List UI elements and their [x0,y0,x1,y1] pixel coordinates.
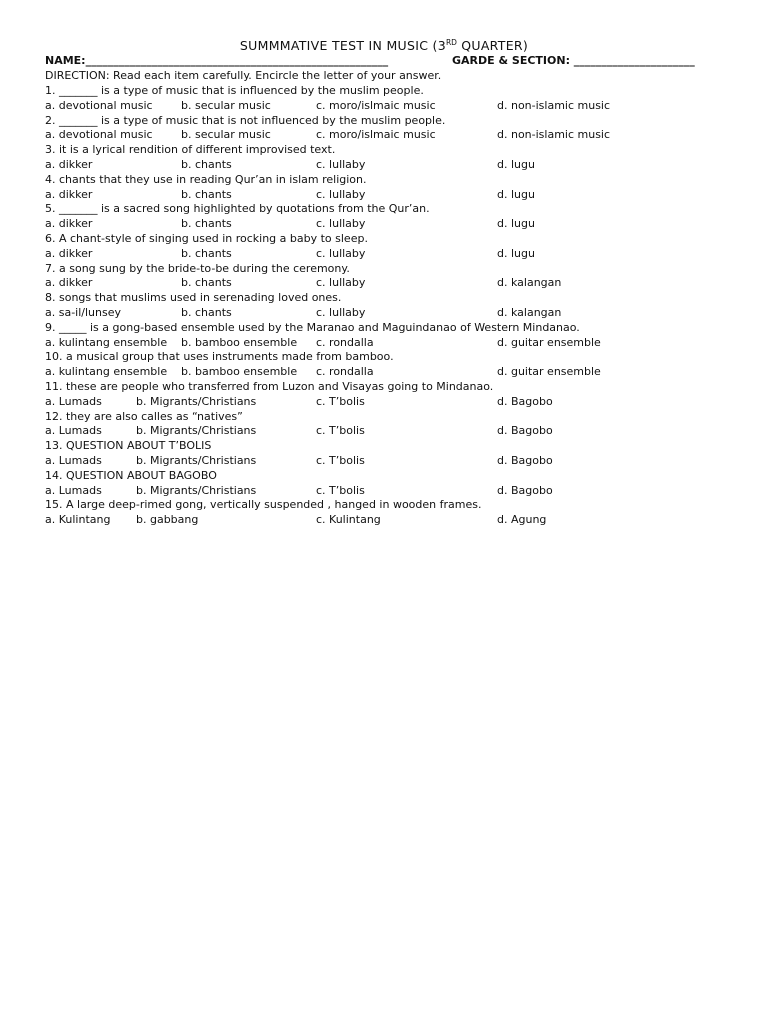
option-d[interactable]: d. non-islamic music [497,128,611,142]
option-b[interactable]: b. bamboo ensemble [181,335,298,349]
option-a[interactable]: a. Lumads [45,454,102,467]
options-row [45,453,725,468]
option-b[interactable]: b. Migrants/Christians [136,394,257,408]
options-row [45,394,725,409]
option-d[interactable]: d. Bagobo [497,454,553,467]
option-b[interactable]: b. secular music [181,128,271,142]
option-b[interactable]: b. chants [181,246,232,260]
question-text: 8. songs that muslims used in serenading loved ones. [45,291,342,305]
option-a[interactable]: a. Lumads [45,483,102,497]
option-c[interactable]: c. T’bolis [316,424,365,438]
option-c[interactable]: c. lullaby [316,306,366,319]
options-row [45,98,725,113]
option-c[interactable]: c. moro/islmaic music [316,98,436,112]
option-d[interactable]: d. lugu [497,217,535,231]
option-c[interactable]: c. T’bolis [316,454,365,467]
option-b[interactable]: b. chants [181,158,232,171]
option-c[interactable]: c. lullaby [316,217,366,231]
option-d[interactable]: d. Agung [497,513,547,527]
option-c[interactable]: c. T’bolis [316,394,365,408]
grade-section-field: GARDE & SECTION: ______________________ [452,54,695,67]
option-c[interactable]: c. rondalla [316,365,374,379]
option-b[interactable]: b. chants [181,306,232,319]
question-text: 3. it is a lyrical rendition of different improvised text. [45,143,336,157]
option-a[interactable]: a. Lumads [45,424,102,438]
option-b[interactable]: b. gabbang [136,513,199,527]
question-text: 2. _______ is a type of music that is not influenced by the muslim people. [45,113,446,127]
options-row [45,512,725,527]
option-a[interactable]: a. kulintang ensemble [45,365,168,379]
question-text: 11. these are people who transferred from Luzon and Visayas going to Mindanao. [45,380,494,393]
question-text: 12. they are also calles as “natives” [45,409,243,423]
options-row [45,216,725,231]
option-a[interactable]: a. dikker [45,158,93,171]
option-b[interactable]: b. chants [181,217,232,231]
option-b[interactable]: b. chants [181,187,232,201]
option-a[interactable]: a. dikker [45,217,93,231]
question-text: 14. QUESTION ABOUT BAGOBO [45,468,217,482]
options-row [45,423,725,438]
options-row [45,483,725,498]
name-field: NAME:_______________________________________________________ [45,54,389,67]
option-a[interactable]: a. Kulintang [45,513,111,527]
option-d[interactable]: d. kalangan [497,276,562,290]
question-text: 10. a musical group that uses instruments made from bamboo. [45,350,394,364]
options-row [45,335,725,350]
option-c[interactable]: c. lullaby [316,187,366,201]
option-c[interactable]: c. lullaby [316,276,366,290]
question-text: 9. _____ is a gong-based ensemble used by the Maranao and Maguindanao of Western Mindanao. [45,320,580,334]
question-text: 4. chants that they use in reading Qur’an in islam religion. [45,172,367,186]
option-b[interactable]: b. secular music [181,98,271,112]
option-a[interactable]: a. dikker [45,187,93,201]
title-prefix: SUMMMATIVE TEST IN MUSIC (3 [239,38,446,53]
option-b[interactable]: b. bamboo ensemble [181,365,298,379]
option-d[interactable]: d. kalangan [497,306,562,319]
option-b[interactable]: b. Migrants/Christians [136,483,257,497]
direction-text: DIRECTION: Read each item carefully. Encircle the letter of your answer. [45,69,442,82]
options-row [45,364,725,379]
option-d[interactable]: d. Bagobo [497,394,553,408]
option-a[interactable]: a. Lumads [45,394,102,408]
option-c[interactable]: c. rondalla [316,335,374,349]
option-a[interactable]: a. devotional music [45,128,153,142]
options-row [45,246,725,261]
option-a[interactable]: a. kulintang ensemble [45,335,168,349]
option-a[interactable]: a. dikker [45,246,93,260]
option-b[interactable]: b. Migrants/Christians [136,454,257,467]
option-a[interactable]: a. dikker [45,276,93,290]
question-text: 7. a song sung by the bride-to-be during the ceremony. [45,261,350,275]
options-row [45,127,725,142]
header-row [45,53,725,68]
options-row [45,157,725,172]
option-d[interactable]: d. non-islamic music [497,98,611,112]
option-d[interactable]: d. Bagobo [497,483,553,497]
question-text: 13. QUESTION ABOUT T’BOLIS [45,439,212,453]
page-title [0,38,768,53]
options-row [45,305,725,320]
option-d[interactable]: d. lugu [497,158,535,171]
option-c[interactable]: c. lullaby [316,246,366,260]
option-c[interactable]: c. lullaby [316,158,366,171]
option-d[interactable]: d. lugu [497,187,535,201]
option-c[interactable]: c. Kulintang [316,513,381,527]
option-c[interactable]: c. T’bolis [316,483,365,497]
question-text: 5. _______ is a sacred song highlighted by quotations from the Qur’an. [45,202,430,216]
option-a[interactable]: a. sa-il/lunsey [45,306,122,319]
options-row [45,275,725,290]
options-row [45,187,725,202]
option-d[interactable]: d. Bagobo [497,424,553,438]
option-c[interactable]: c. moro/islmaic music [316,128,436,142]
option-d[interactable]: d. guitar ensemble [497,335,601,349]
question-text: 6. A chant-style of singing used in rocking a baby to sleep. [45,232,368,245]
option-b[interactable]: b. Migrants/Christians [136,424,257,438]
title-suffix: QUARTER) [456,38,529,53]
option-d[interactable]: d. guitar ensemble [497,365,601,379]
option-a[interactable]: a. devotional music [45,98,153,112]
option-b[interactable]: b. chants [181,276,232,290]
option-d[interactable]: d. lugu [497,246,535,260]
title-superscript: RD [445,38,457,47]
question-text: 15. A large deep-rimed gong, vertically suspended , hanged in wooden frames. [45,498,482,512]
question-text: 1. _______ is a type of music that is influenced by the muslim people. [45,84,424,97]
